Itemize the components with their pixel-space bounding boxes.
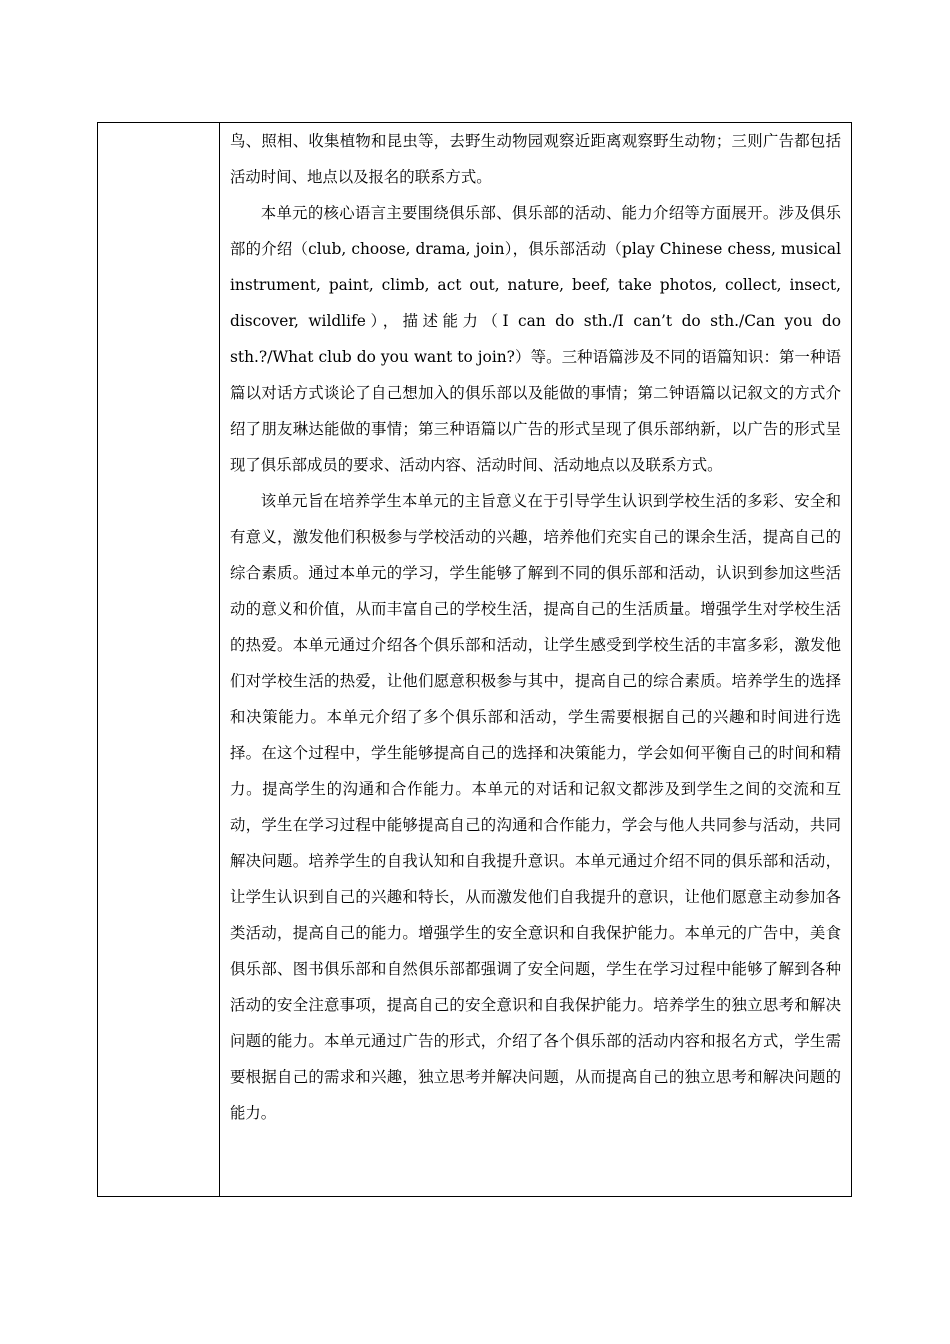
content-table [97, 122, 852, 1197]
paragraph-continuation: 鸟、照相、收集植物和昆虫等，去野生动物园观察近距离观察野生动物；三则广告都包括活动时间、地点以及报名的联系方式。 [230, 132, 841, 186]
paragraph-core-language: 本单元的核心语言主要围绕俱乐部、俱乐部的活动、能力介绍等方面展开。涉及俱乐部的介绍（club, choose, drama, join），俱乐部活动（play Chinese chess, musical instrument, paint, climb, act out, nature, beef, take photos, collect, insect, discover, wildlife），描述能力（I can do sth./I can’t do sth./Can you do sth.?/What club do you want to join?）等。三种语篇涉及不同的语篇知识：第一种语篇以对话方式谈论了自己想加入的俱乐部以及能做的事情；第二钟语篇以记叙文的方式介绍了朋友琳达能做的事情；第三种语篇以广告的形式呈现了俱乐部纳新，以广告的形式呈现了俱乐部成员的要求、活动内容、活动时间、活动地点以及联系方式。 [230, 204, 841, 474]
table-left-cell [98, 123, 220, 1196]
table-right-cell [220, 123, 851, 1196]
paragraph-unit-aims: 该单元旨在培养学生本单元的主旨意义在于引导学生认识到学校生活的多彩、安全和有意义，激发他们积极参与学校活动的兴趣，培养他们充实自己的课余生活，提高自己的综合素质。通过本单元的学习，学生能够了解到不同的俱乐部和活动，认识到参加这些活动的意义和价值，从而丰富自己的学校生活，提高自己的生活质量。增强学生对学校生活的热爱。本单元通过介绍各个俱乐部和活动，让学生感受到学校生活的丰富多彩，激发他们对学校生活的热爱，让他们愿意积极参与其中，提高自己的综合素质。培养学生的选择和决策能力。本单元介绍了多个俱乐部和活动，学生需要根据自己的兴趣和时间进行选择。在这个过程中，学生能够提高自己的选择和决策能力，学会如何平衡自己的时间和精力。提高学生的沟通和合作能力。本单元的对话和记叙文都涉及到学生之间的交流和互动，学生在学习过程中能够提高自己的沟通和合作能力，学会与他人共同参与活动，共同解决问题。培养学生的自我认知和自我提升意识。本单元通过介绍不同的俱乐部和活动，让学生认识到自己的兴趣和特长，从而激发他们自我提升的意识，让他们愿意主动参加各类活动，提高自己的能力。增强学生的安全意识和自我保护能力。本单元的广告中，美食俱乐部、图书俱乐部和自然俱乐部都强调了安全问题，学生在学习过程中能够了解到各种活动的安全注意事项，提高自己的安全意识和自我保护能力。培养学生的独立思考和解决问题的能力。本单元通过广告的形式，介绍了各个俱乐部的活动内容和报名方式，学生需要根据自己的需求和兴趣，独立思考并解决问题，从而提高自己的独立思考和解决问题的能力。 [230, 492, 841, 1122]
